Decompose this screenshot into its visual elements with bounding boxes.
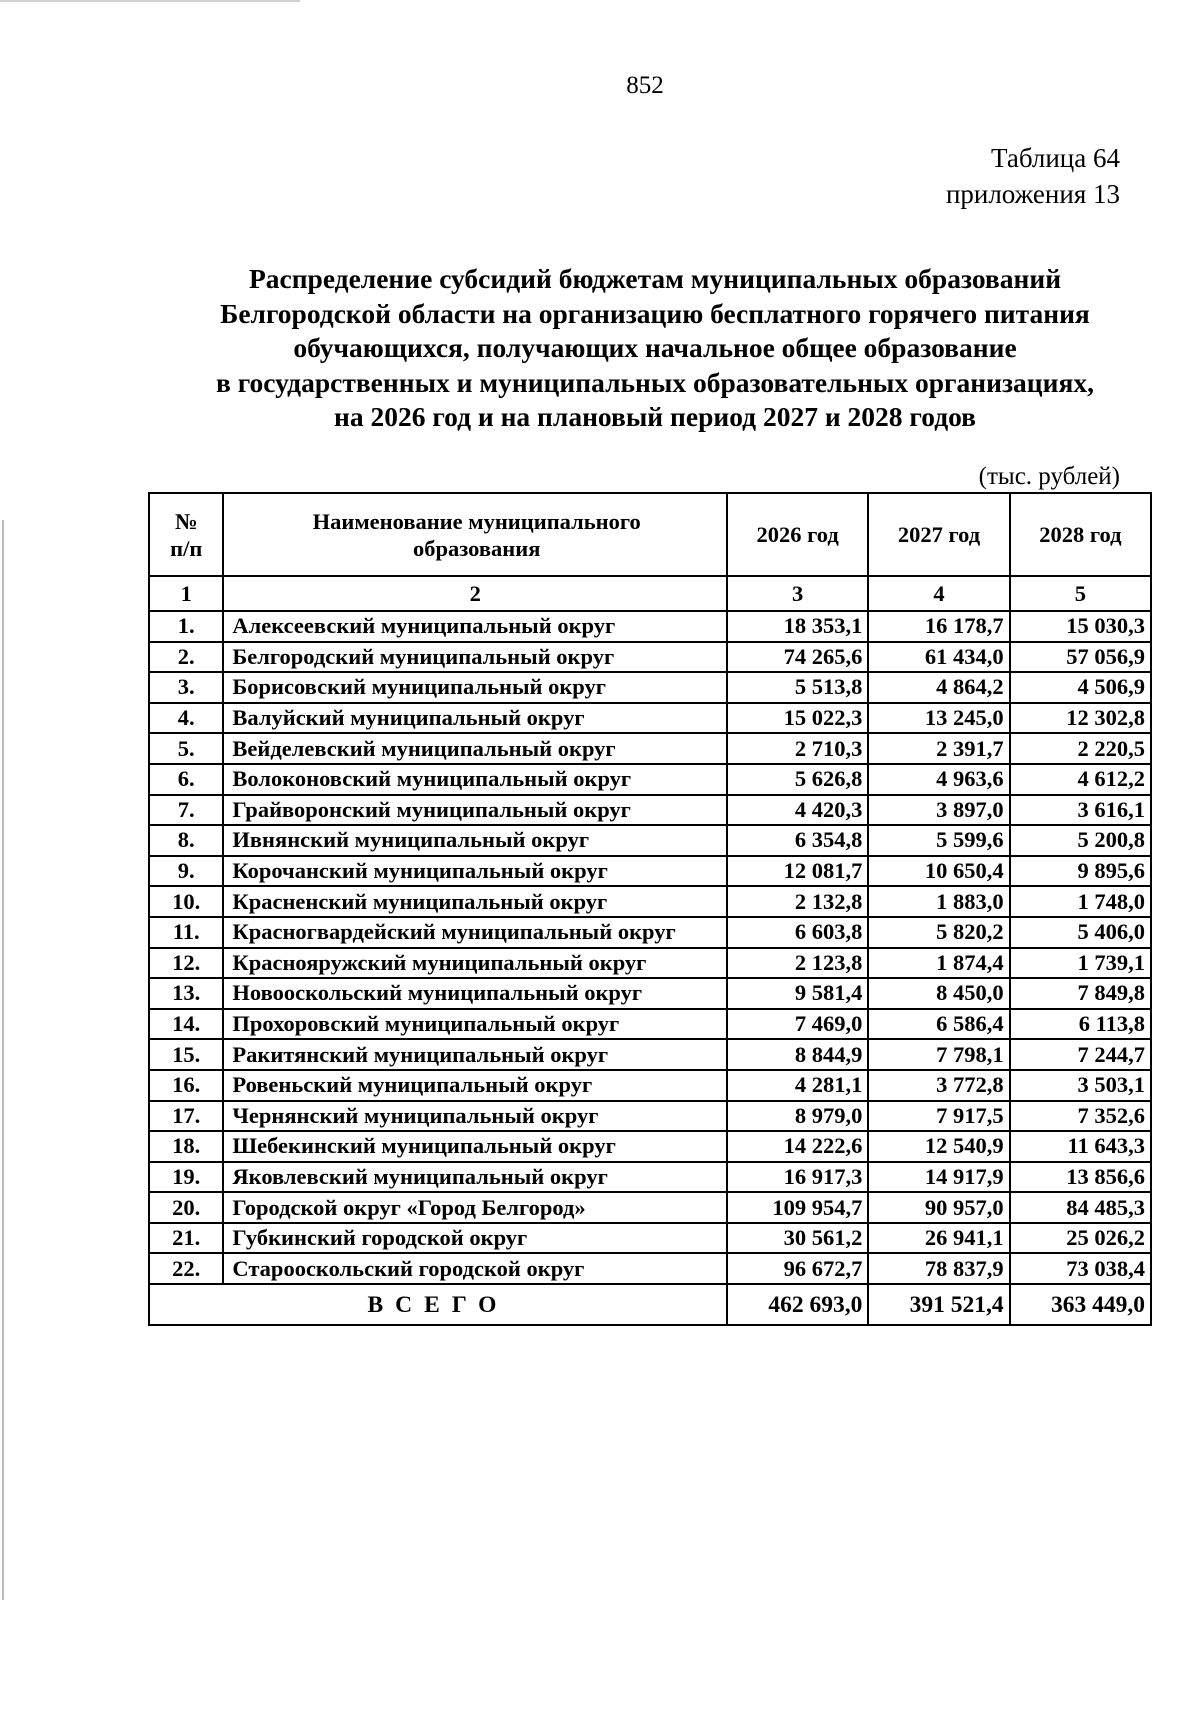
value-2027: 26 941,1 (868, 1223, 1009, 1254)
title-line: Белгородской области на организацию бесплатного горячего питания (220, 297, 1090, 329)
value-2027: 4 864,2 (868, 672, 1009, 703)
municipality-name: Белгородский муниципальный округ (223, 642, 727, 673)
row-number: 5. (149, 733, 223, 764)
value-2027: 6 586,4 (868, 1009, 1009, 1040)
table-row (149, 764, 1151, 795)
value-2026: 8 979,0 (727, 1101, 868, 1132)
value-2028: 1 739,1 (1010, 948, 1151, 979)
table-row (149, 795, 1151, 826)
value-2028: 4 506,9 (1010, 672, 1151, 703)
row-number: 11. (149, 917, 223, 948)
header-2026: 2026 год (727, 493, 868, 576)
total-2028: 363 449,0 (1010, 1284, 1151, 1325)
municipality-name: Ровеньский муниципальный округ (223, 1070, 727, 1101)
value-2026: 6 603,8 (727, 917, 868, 948)
value-2028: 3 503,1 (1010, 1070, 1151, 1101)
value-2026: 2 710,3 (727, 733, 868, 764)
municipality-name: Вейделевский муниципальный округ (223, 733, 727, 764)
value-2028: 84 485,3 (1010, 1192, 1151, 1223)
document-title (140, 262, 1170, 435)
table-row (149, 1131, 1151, 1162)
municipality-name: Волоконовский муниципальный округ (223, 764, 727, 795)
value-2027: 7 798,1 (868, 1039, 1009, 1070)
row-number: 19. (149, 1162, 223, 1193)
municipality-name: Прохоровский муниципальный округ (223, 1009, 727, 1040)
units-label: (тыс. рублей) (978, 463, 1120, 490)
municipality-name: Новооскольский муниципальный округ (223, 978, 727, 1009)
value-2026: 74 265,6 (727, 642, 868, 673)
table-row (149, 825, 1151, 856)
value-2028: 7 352,6 (1010, 1101, 1151, 1132)
row-number: 1. (149, 611, 223, 642)
title-line: в государственных и муниципальных образовательных организациях, (216, 366, 1094, 398)
table-row (149, 1009, 1151, 1040)
row-number: 15. (149, 1039, 223, 1070)
table-row (149, 642, 1151, 673)
value-2028: 5 406,0 (1010, 917, 1151, 948)
municipality-name: Красногвардейский муниципальный округ (223, 917, 727, 948)
header-2028: 2028 год (1010, 493, 1151, 576)
value-2027: 78 837,9 (868, 1253, 1009, 1284)
table-row (149, 1192, 1151, 1223)
table-row (149, 1039, 1151, 1070)
scan-edge-top (0, 0, 300, 2)
value-2026: 109 954,7 (727, 1192, 868, 1223)
value-2028: 4 612,2 (1010, 764, 1151, 795)
municipality-name: Валуйский муниципальный округ (223, 703, 727, 734)
municipality-name: Красненский муниципальный округ (223, 886, 727, 917)
table-ref-line2: приложения 13 (945, 179, 1120, 209)
value-2026: 5 513,8 (727, 672, 868, 703)
row-number: 16. (149, 1070, 223, 1101)
row-number: 17. (149, 1101, 223, 1132)
municipality-name: Борисовский муниципальный округ (223, 672, 727, 703)
value-2027: 12 540,9 (868, 1131, 1009, 1162)
value-2027: 14 917,9 (868, 1162, 1009, 1193)
value-2027: 16 178,7 (868, 611, 1009, 642)
value-2026: 30 561,2 (727, 1223, 868, 1254)
title-line: обучающихся, получающих начальное общее образование (293, 332, 1017, 363)
value-2027: 90 957,0 (868, 1192, 1009, 1223)
value-2028: 12 302,8 (1010, 703, 1151, 734)
header-name-line2: образования (413, 535, 541, 561)
row-number: 10. (149, 886, 223, 917)
value-2026: 2 123,8 (727, 948, 868, 979)
scan-edge-left (2, 520, 4, 1600)
column-number: 1 (149, 576, 223, 611)
value-2026: 7 469,0 (727, 1009, 868, 1040)
value-2028: 7 244,7 (1010, 1039, 1151, 1070)
total-row (149, 1284, 1151, 1325)
value-2027: 5 599,6 (868, 825, 1009, 856)
table-row (149, 1070, 1151, 1101)
total-label: ВСЕГО (149, 1284, 727, 1325)
table-row (149, 1101, 1151, 1132)
table-row (149, 611, 1151, 642)
value-2028: 7 849,8 (1010, 978, 1151, 1009)
page-number: 852 (626, 72, 664, 99)
row-number: 14. (149, 1009, 223, 1040)
row-number: 8. (149, 825, 223, 856)
table-row (149, 948, 1151, 979)
table-ref-line1: Таблица 64 (991, 143, 1120, 173)
value-2028: 13 856,6 (1010, 1162, 1151, 1193)
value-2026: 6 354,8 (727, 825, 868, 856)
row-number: 2. (149, 642, 223, 673)
value-2027: 10 650,4 (868, 856, 1009, 887)
value-2027: 1 874,4 (868, 948, 1009, 979)
table-row (149, 886, 1151, 917)
value-2026: 14 222,6 (727, 1131, 868, 1162)
value-2028: 25 026,2 (1010, 1223, 1151, 1254)
row-number: 9. (149, 856, 223, 887)
value-2028: 2 220,5 (1010, 733, 1151, 764)
value-2026: 4 281,1 (727, 1070, 868, 1101)
municipality-name: Шебекинский муниципальный округ (223, 1131, 727, 1162)
row-number: 6. (149, 764, 223, 795)
row-number: 20. (149, 1192, 223, 1223)
subsidy-table (148, 492, 1152, 1326)
header-num-line2: п/п (170, 535, 203, 561)
row-number: 7. (149, 795, 223, 826)
value-2027: 3 897,0 (868, 795, 1009, 826)
value-2028: 6 113,8 (1010, 1009, 1151, 1040)
header-name (223, 493, 727, 576)
column-number: 5 (1010, 576, 1151, 611)
value-2028: 9 895,6 (1010, 856, 1151, 887)
total-2026: 462 693,0 (727, 1284, 868, 1325)
row-number: 4. (149, 703, 223, 734)
header-num-line1: № (174, 508, 198, 534)
header-row (149, 493, 1151, 576)
value-2026: 12 081,7 (727, 856, 868, 887)
table-row (149, 978, 1151, 1009)
value-2027: 2 391,7 (868, 733, 1009, 764)
value-2027: 1 883,0 (868, 886, 1009, 917)
value-2026: 9 581,4 (727, 978, 868, 1009)
column-number-row (149, 576, 1151, 611)
municipality-name: Краснояружский муниципальный округ (223, 948, 727, 979)
value-2026: 96 672,7 (727, 1253, 868, 1284)
header-2027: 2027 год (868, 493, 1009, 576)
table-row (149, 703, 1151, 734)
municipality-name: Старооскольский городской округ (223, 1253, 727, 1284)
value-2026: 5 626,8 (727, 764, 868, 795)
column-number: 4 (868, 576, 1009, 611)
municipality-name: Городской округ «Город Белгород» (223, 1192, 727, 1223)
table-row (149, 672, 1151, 703)
row-number: 18. (149, 1131, 223, 1162)
municipality-name: Грайворонский муниципальный округ (223, 795, 727, 826)
table-row (149, 917, 1151, 948)
row-number: 21. (149, 1223, 223, 1254)
municipality-name: Корочанский муниципальный округ (223, 856, 727, 887)
municipality-name: Алексеевский муниципальный округ (223, 611, 727, 642)
municipality-name: Губкинский городской округ (223, 1223, 727, 1254)
value-2027: 4 963,6 (868, 764, 1009, 795)
municipality-name: Ивнянский муниципальный округ (223, 825, 727, 856)
value-2026: 16 917,3 (727, 1162, 868, 1193)
title-line: на 2026 год и на плановый период 2027 и 2028 годов (333, 401, 977, 432)
table-row (149, 1162, 1151, 1193)
value-2028: 15 030,3 (1010, 611, 1151, 642)
value-2028: 3 616,1 (1010, 795, 1151, 826)
value-2027: 61 434,0 (868, 642, 1009, 673)
value-2028: 73 038,4 (1010, 1253, 1151, 1284)
value-2028: 5 200,8 (1010, 825, 1151, 856)
value-2027: 3 772,8 (868, 1070, 1009, 1101)
value-2028: 1 748,0 (1010, 886, 1151, 917)
value-2028: 11 643,3 (1010, 1131, 1151, 1162)
value-2026: 4 420,3 (727, 795, 868, 826)
value-2028: 57 056,9 (1010, 642, 1151, 673)
table-row (149, 1223, 1151, 1254)
municipality-name: Ракитянский муниципальный округ (223, 1039, 727, 1070)
table-row (149, 856, 1151, 887)
row-number: 22. (149, 1253, 223, 1284)
table-row (149, 1253, 1151, 1284)
header-num (149, 493, 223, 576)
value-2027: 7 917,5 (868, 1101, 1009, 1132)
value-2027: 13 245,0 (868, 703, 1009, 734)
value-2027: 8 450,0 (868, 978, 1009, 1009)
row-number: 13. (149, 978, 223, 1009)
value-2026: 18 353,1 (727, 611, 868, 642)
municipality-name: Яковлевский муниципальный округ (223, 1162, 727, 1193)
column-number: 2 (223, 576, 727, 611)
table-body (149, 611, 1151, 1284)
title-line: Распределение субсидий бюджетам муниципальных образований (248, 263, 1062, 294)
column-number: 3 (727, 576, 868, 611)
value-2027: 5 820,2 (868, 917, 1009, 948)
header-name-line1: Наименование муниципального (312, 508, 641, 534)
value-2026: 15 022,3 (727, 703, 868, 734)
table-reference (946, 140, 1120, 212)
value-2026: 2 132,8 (727, 886, 868, 917)
table-row (149, 733, 1151, 764)
value-2026: 8 844,9 (727, 1039, 868, 1070)
row-number: 3. (149, 672, 223, 703)
row-number: 12. (149, 948, 223, 979)
total-2027: 391 521,4 (868, 1284, 1009, 1325)
municipality-name: Чернянский муниципальный округ (223, 1101, 727, 1132)
